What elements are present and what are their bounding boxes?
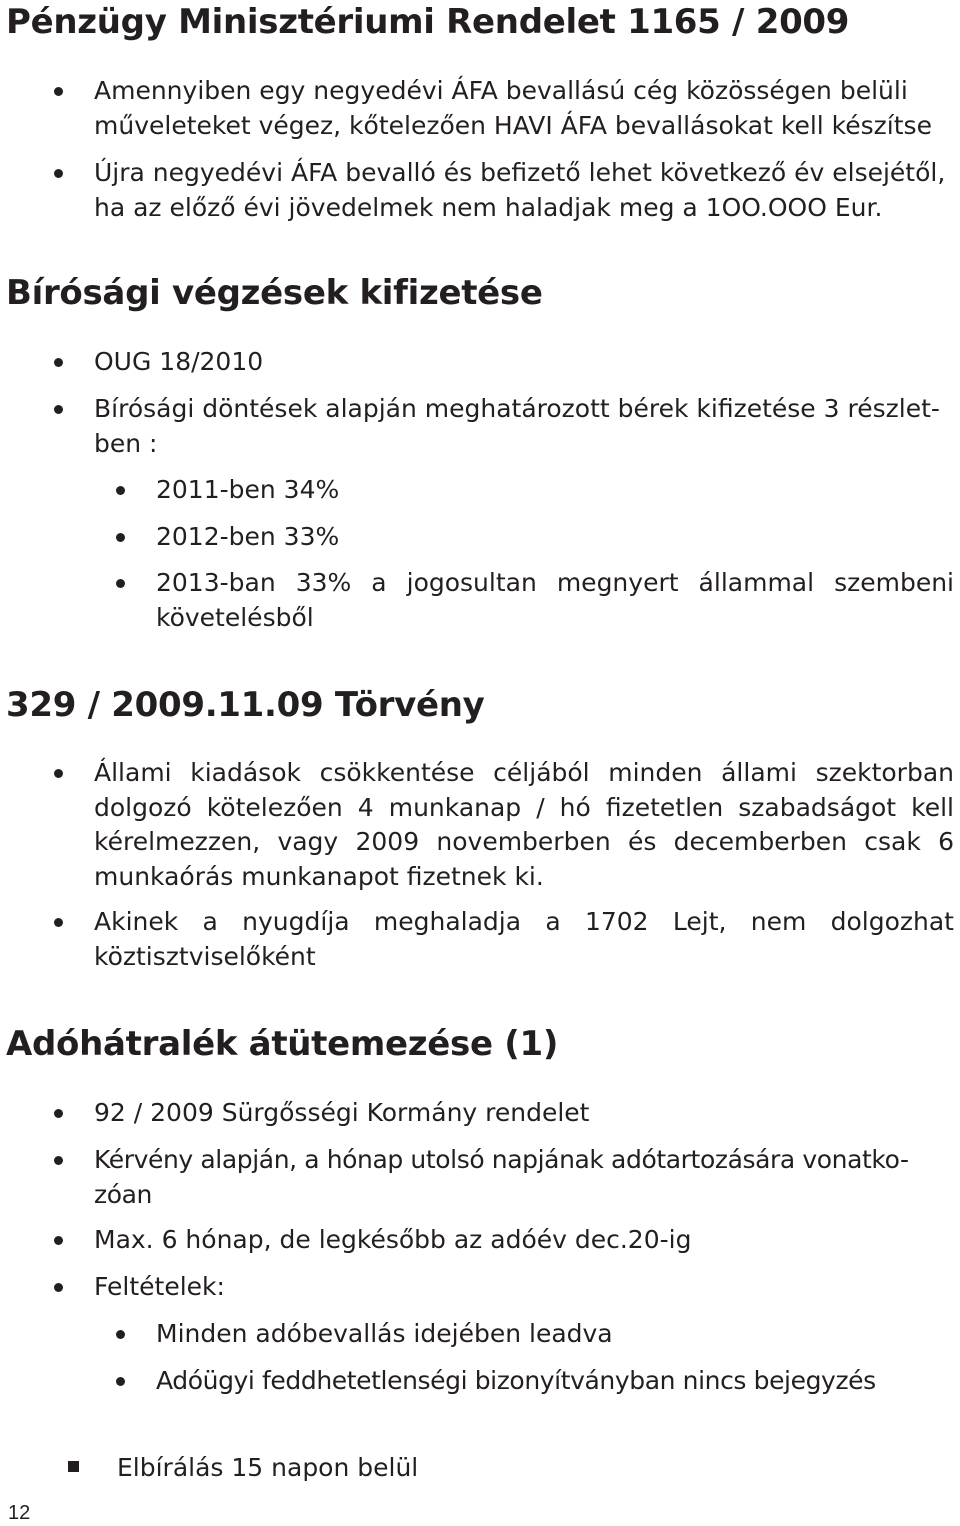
- sub-list-item: [156, 520, 954, 555]
- list-item-text: Újra negyedévi ÁFA bevalló és befizető lehet következő év elsejétől, ha az előző évi jövedelmek nem haladjak meg a 1OO.OOO Eur.: [94, 158, 946, 222]
- bullet-icon: [54, 918, 63, 927]
- bullet-icon: [54, 1283, 63, 1292]
- list-item-text: 92 / 2009 Sürgősségi Kormány rendelet: [94, 1098, 590, 1127]
- bullet-icon: [116, 1377, 125, 1386]
- sub-list-item: [156, 566, 954, 635]
- square-bullet-icon: [68, 1461, 79, 1472]
- list-item: [94, 156, 954, 225]
- sub-list-item: [156, 473, 954, 508]
- bullet-icon: [116, 486, 125, 495]
- list-item-text: Adóügyi feddhetetlenségi bizonyítványban nincs bejegyzés: [156, 1366, 876, 1395]
- list-item: [94, 1096, 954, 1131]
- list-item-text: 2012-ben 33%: [156, 522, 340, 551]
- square-list-item-text: Elbírálás 15 napon belül: [117, 1453, 419, 1482]
- page-number: 12: [8, 1502, 31, 1524]
- list-item: [94, 756, 954, 894]
- list-item: [94, 905, 954, 974]
- bullet-icon: [54, 87, 63, 96]
- list-item-text: Minden adóbevallás idejében leadva: [156, 1319, 613, 1348]
- section-heading-birosagi: Bírósági végzések kifizetése: [6, 273, 543, 313]
- list-item-text: 2011-ben 34%: [156, 475, 340, 504]
- list-item: [94, 392, 954, 461]
- bullet-icon: [54, 1236, 63, 1245]
- list-item: [94, 345, 954, 380]
- list-item-text: Max. 6 hónap, de legkésőbb az adóév dec.20-ig: [94, 1225, 692, 1254]
- bullet-icon: [54, 358, 63, 367]
- section-heading-rendelet: Pénzügy Minisztériumi Rendelet 1165 / 2009: [6, 2, 850, 42]
- bullet-icon: [54, 1109, 63, 1118]
- section-heading-adohatralek: Adóhátralék átütemezése (1): [6, 1024, 559, 1064]
- list-item-text: Amennyiben egy negyedévi ÁFA bevallású cég közösségen belüli műveleteket végez, kőtelezően HAVI ÁFA bevallásokat kell készítse: [94, 76, 932, 140]
- list-item: [94, 74, 954, 143]
- list-item-text: Akinek a nyugdíja meghaladja a 1702 Lejt, nem dolgozhat köztisztviselőként: [94, 907, 954, 971]
- bullet-icon: [54, 405, 63, 414]
- list-item-text: Állami kiadások csökkentése céljából minden állami szektorban dolgozó kötelezően 4 munkanap / hó fizetetlen szabadságot kell kérelmezzen, vagy 2009 novemberben és decemberben csak 6 munkaórás munkanapot fizetnek ki.: [94, 758, 954, 891]
- bullet-icon: [54, 169, 63, 178]
- section-heading-torveny: 329 / 2009.11.09 Törvény: [6, 685, 485, 725]
- list-item-text: Kérvény alapján, a hónap utolsó napjának adótartozására vonatko-zóan: [94, 1145, 909, 1209]
- list-item: [94, 1270, 954, 1305]
- list-item-text: Feltételek:: [94, 1272, 225, 1301]
- sub-list-item: [156, 1364, 954, 1399]
- list-item: [94, 1143, 954, 1212]
- bullet-icon: [116, 1330, 125, 1339]
- list-item-text: OUG 18/2010: [94, 347, 264, 376]
- list-item-text: 2013-ban 33% a jogosultan megnyert állammal szembeni követelésből: [156, 568, 954, 632]
- bullet-icon: [116, 533, 125, 542]
- sub-list-item: [156, 1317, 954, 1352]
- list-item: [94, 1223, 954, 1258]
- bullet-icon: [116, 579, 125, 588]
- bullet-icon: [54, 769, 63, 778]
- list-item-text: Bírósági döntések alapján meghatározott bérek kifizetése 3 részlet-ben :: [94, 394, 940, 458]
- bullet-icon: [54, 1156, 63, 1165]
